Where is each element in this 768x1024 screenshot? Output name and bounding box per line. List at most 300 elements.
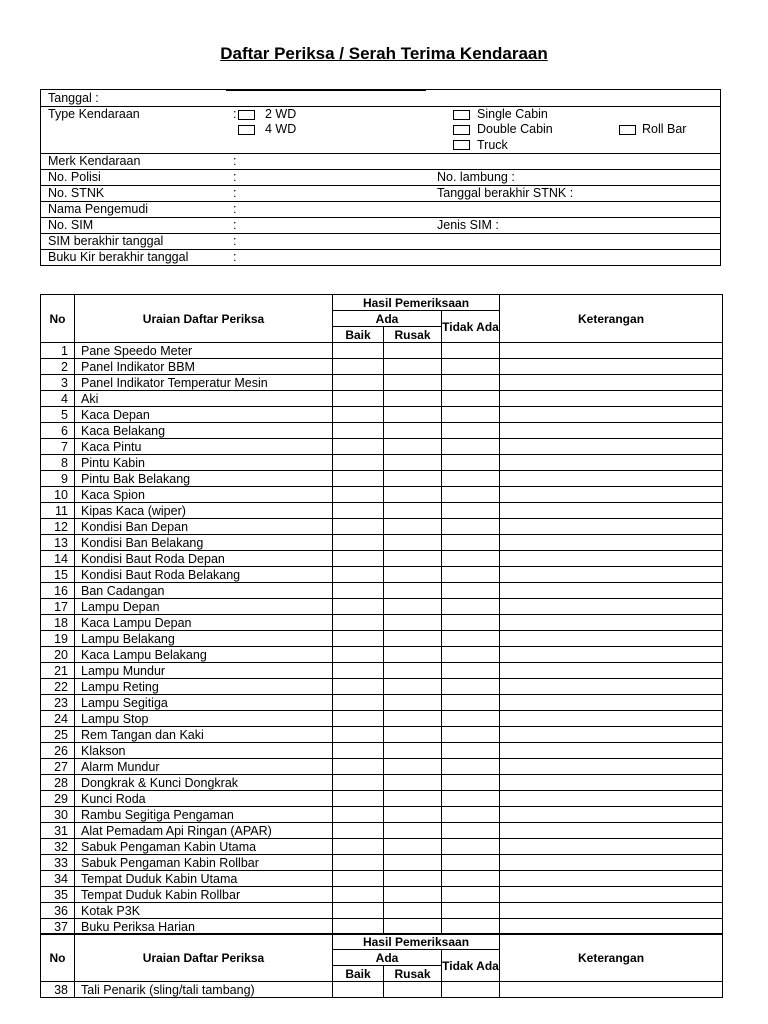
header-tidak-ada: Tidak Ada bbox=[442, 950, 500, 982]
item-number: 8 bbox=[41, 455, 75, 471]
item-number: 1 bbox=[41, 343, 75, 359]
item-number: 21 bbox=[41, 663, 75, 679]
option-truck-label: Truck bbox=[477, 138, 508, 152]
colon: : bbox=[233, 218, 237, 232]
baik-cell[interactable] bbox=[333, 807, 384, 823]
tidak-ada-cell[interactable] bbox=[442, 503, 500, 519]
item-number: 13 bbox=[41, 535, 75, 551]
table-row bbox=[41, 903, 723, 919]
colon: : bbox=[233, 170, 237, 184]
rusak-cell[interactable] bbox=[384, 599, 442, 615]
kir-expiry-label: Buku Kir berakhir tanggal bbox=[48, 250, 189, 264]
rusak-cell[interactable] bbox=[384, 982, 442, 998]
tidak-ada-cell[interactable] bbox=[442, 679, 500, 695]
table-row bbox=[41, 982, 723, 998]
keterangan-cell[interactable] bbox=[500, 391, 723, 407]
rusak-cell[interactable] bbox=[384, 583, 442, 599]
header-tidak-ada: Tidak Ada bbox=[442, 311, 500, 343]
rusak-cell[interactable] bbox=[384, 423, 442, 439]
item-description: Alarm Mundur bbox=[75, 759, 333, 775]
keterangan-cell[interactable] bbox=[500, 439, 723, 455]
tidak-ada-cell[interactable] bbox=[442, 487, 500, 503]
header-hasil: Hasil Pemeriksaan bbox=[333, 295, 500, 311]
item-description: Rambu Segitiga Pengaman bbox=[75, 807, 333, 823]
item-number: 35 bbox=[41, 887, 75, 903]
item-description: Sabuk Pengaman Kabin Rollbar bbox=[75, 855, 333, 871]
table-row bbox=[41, 759, 723, 775]
item-description: Pane Speedo Meter bbox=[75, 343, 333, 359]
item-number: 20 bbox=[41, 647, 75, 663]
item-description: Kaca Pintu bbox=[75, 439, 333, 455]
checkbox-roll-bar[interactable] bbox=[619, 125, 636, 135]
item-description: Lampu Mundur bbox=[75, 663, 333, 679]
keterangan-cell[interactable] bbox=[500, 855, 723, 871]
rusak-cell[interactable] bbox=[384, 503, 442, 519]
colon: : bbox=[233, 250, 237, 264]
keterangan-cell[interactable] bbox=[500, 551, 723, 567]
stnk-expiry-label: Tanggal berakhir STNK : bbox=[437, 186, 574, 200]
keterangan-cell[interactable] bbox=[500, 647, 723, 663]
keterangan-cell[interactable] bbox=[500, 615, 723, 631]
table-row bbox=[41, 823, 723, 839]
keterangan-cell[interactable] bbox=[500, 455, 723, 471]
tidak-ada-cell[interactable] bbox=[442, 599, 500, 615]
table-row bbox=[41, 359, 723, 375]
rusak-cell[interactable] bbox=[384, 343, 442, 359]
tidak-ada-cell[interactable] bbox=[442, 407, 500, 423]
table-row bbox=[41, 807, 723, 823]
baik-cell[interactable] bbox=[333, 599, 384, 615]
item-number: 14 bbox=[41, 551, 75, 567]
rusak-cell[interactable] bbox=[384, 855, 442, 871]
table-row bbox=[41, 647, 723, 663]
baik-cell[interactable] bbox=[333, 535, 384, 551]
baik-cell[interactable] bbox=[333, 583, 384, 599]
merk-label: Merk Kendaraan bbox=[48, 154, 141, 168]
item-number: 6 bbox=[41, 423, 75, 439]
baik-cell[interactable] bbox=[333, 407, 384, 423]
keterangan-cell[interactable] bbox=[500, 487, 723, 503]
baik-cell[interactable] bbox=[333, 791, 384, 807]
keterangan-cell[interactable] bbox=[500, 695, 723, 711]
item-number: 24 bbox=[41, 711, 75, 727]
no-polisi-label: No. Polisi bbox=[48, 170, 101, 184]
tidak-ada-cell[interactable] bbox=[442, 519, 500, 535]
checkbox-2wd[interactable] bbox=[238, 110, 255, 120]
item-number: 37 bbox=[41, 919, 75, 935]
tidak-ada-cell[interactable] bbox=[442, 711, 500, 727]
baik-cell[interactable] bbox=[333, 615, 384, 631]
keterangan-cell[interactable] bbox=[500, 519, 723, 535]
rusak-cell[interactable] bbox=[384, 359, 442, 375]
keterangan-cell[interactable] bbox=[500, 807, 723, 823]
baik-cell[interactable] bbox=[333, 679, 384, 695]
header-baik: Baik bbox=[333, 327, 384, 343]
colon: : bbox=[233, 154, 237, 168]
table-row bbox=[41, 551, 723, 567]
item-description: Kaca Depan bbox=[75, 407, 333, 423]
table-row bbox=[41, 519, 723, 535]
tidak-ada-cell[interactable] bbox=[442, 791, 500, 807]
baik-cell[interactable] bbox=[333, 823, 384, 839]
table-row bbox=[41, 423, 723, 439]
rusak-cell[interactable] bbox=[384, 391, 442, 407]
item-number: 29 bbox=[41, 791, 75, 807]
item-number: 16 bbox=[41, 583, 75, 599]
rusak-cell[interactable] bbox=[384, 807, 442, 823]
tidak-ada-cell[interactable] bbox=[442, 775, 500, 791]
divider bbox=[41, 185, 720, 186]
header-uraian: Uraian Daftar Periksa bbox=[75, 934, 333, 982]
item-description: Panel Indikator Temperatur Mesin bbox=[75, 375, 333, 391]
no-stnk-label: No. STNK bbox=[48, 186, 105, 200]
keterangan-cell[interactable] bbox=[500, 887, 723, 903]
baik-cell[interactable] bbox=[333, 695, 384, 711]
rusak-cell[interactable] bbox=[384, 775, 442, 791]
item-description: Tempat Duduk Kabin Utama bbox=[75, 871, 333, 887]
tidak-ada-cell[interactable] bbox=[442, 982, 500, 998]
rusak-cell[interactable] bbox=[384, 663, 442, 679]
baik-cell[interactable] bbox=[333, 551, 384, 567]
item-description: Kondisi Baut Roda Belakang bbox=[75, 567, 333, 583]
item-number: 27 bbox=[41, 759, 75, 775]
item-number: 32 bbox=[41, 839, 75, 855]
item-description: Lampu Segitiga bbox=[75, 695, 333, 711]
tidak-ada-cell[interactable] bbox=[442, 807, 500, 823]
item-number: 4 bbox=[41, 391, 75, 407]
colon: : bbox=[233, 234, 237, 248]
header-keterangan: Keterangan bbox=[500, 934, 723, 982]
tidak-ada-cell[interactable] bbox=[442, 663, 500, 679]
table-row bbox=[41, 839, 723, 855]
table-row bbox=[41, 887, 723, 903]
rusak-cell[interactable] bbox=[384, 407, 442, 423]
option-4wd-label: 4 WD bbox=[265, 122, 297, 136]
rusak-cell[interactable] bbox=[384, 839, 442, 855]
item-description: Lampu Reting bbox=[75, 679, 333, 695]
rusak-cell[interactable] bbox=[384, 471, 442, 487]
no-sim-label: No. SIM bbox=[48, 218, 94, 232]
item-number: 33 bbox=[41, 855, 75, 871]
item-number: 38 bbox=[41, 982, 75, 998]
rusak-cell[interactable] bbox=[384, 519, 442, 535]
rusak-cell[interactable] bbox=[384, 727, 442, 743]
rusak-cell[interactable] bbox=[384, 535, 442, 551]
rusak-cell[interactable] bbox=[384, 711, 442, 727]
item-description: Alat Pemadam Api Ringan (APAR) bbox=[75, 823, 333, 839]
tidak-ada-cell[interactable] bbox=[442, 695, 500, 711]
table-row bbox=[41, 407, 723, 423]
item-description: Pintu Kabin bbox=[75, 455, 333, 471]
tidak-ada-cell[interactable] bbox=[442, 343, 500, 359]
tidak-ada-cell[interactable] bbox=[442, 631, 500, 647]
item-description: Dongkrak & Kunci Dongkrak bbox=[75, 775, 333, 791]
baik-cell[interactable] bbox=[333, 343, 384, 359]
page-title: Daftar Periksa / Serah Terima Kendaraan bbox=[220, 44, 548, 63]
tidak-ada-cell[interactable] bbox=[442, 839, 500, 855]
keterangan-cell[interactable] bbox=[500, 982, 723, 998]
item-description: Kotak P3K bbox=[75, 903, 333, 919]
item-description: Klakson bbox=[75, 743, 333, 759]
table-row bbox=[41, 535, 723, 551]
keterangan-cell[interactable] bbox=[500, 775, 723, 791]
keterangan-cell[interactable] bbox=[500, 599, 723, 615]
header-no: No bbox=[41, 295, 75, 343]
item-description: Tempat Duduk Kabin Rollbar bbox=[75, 887, 333, 903]
item-description: Kondisi Ban Belakang bbox=[75, 535, 333, 551]
item-number: 12 bbox=[41, 519, 75, 535]
nama-pengemudi-label: Nama Pengemudi bbox=[48, 202, 149, 216]
tidak-ada-cell[interactable] bbox=[442, 375, 500, 391]
tidak-ada-cell[interactable] bbox=[442, 743, 500, 759]
item-number: 23 bbox=[41, 695, 75, 711]
divider bbox=[41, 217, 720, 218]
item-description: Pintu Bak Belakang bbox=[75, 471, 333, 487]
keterangan-cell[interactable] bbox=[500, 471, 723, 487]
item-number: 5 bbox=[41, 407, 75, 423]
rusak-cell[interactable] bbox=[384, 679, 442, 695]
keterangan-cell[interactable] bbox=[500, 407, 723, 423]
item-number: 25 bbox=[41, 727, 75, 743]
table-row bbox=[41, 711, 723, 727]
baik-cell[interactable] bbox=[333, 375, 384, 391]
item-number: 9 bbox=[41, 471, 75, 487]
item-number: 19 bbox=[41, 631, 75, 647]
header-ada: Ada bbox=[333, 950, 442, 966]
baik-cell[interactable] bbox=[333, 423, 384, 439]
table-row bbox=[41, 695, 723, 711]
tidak-ada-cell[interactable] bbox=[442, 455, 500, 471]
checkbox-4wd[interactable] bbox=[238, 125, 255, 135]
tidak-ada-cell[interactable] bbox=[442, 647, 500, 663]
rusak-cell[interactable] bbox=[384, 439, 442, 455]
baik-cell[interactable] bbox=[333, 487, 384, 503]
keterangan-cell[interactable] bbox=[500, 583, 723, 599]
keterangan-cell[interactable] bbox=[500, 359, 723, 375]
rusak-cell[interactable] bbox=[384, 791, 442, 807]
tidak-ada-cell[interactable] bbox=[442, 615, 500, 631]
baik-cell[interactable] bbox=[333, 455, 384, 471]
table-row bbox=[41, 727, 723, 743]
table-row bbox=[41, 503, 723, 519]
keterangan-cell[interactable] bbox=[500, 839, 723, 855]
keterangan-cell[interactable] bbox=[500, 823, 723, 839]
keterangan-cell[interactable] bbox=[500, 711, 723, 727]
divider bbox=[226, 90, 426, 91]
baik-cell[interactable] bbox=[333, 391, 384, 407]
colon: : bbox=[233, 107, 237, 121]
item-description: Sabuk Pengaman Kabin Utama bbox=[75, 839, 333, 855]
item-description: Lampu Belakang bbox=[75, 631, 333, 647]
rusak-cell[interactable] bbox=[384, 455, 442, 471]
baik-cell[interactable] bbox=[333, 759, 384, 775]
item-number: 3 bbox=[41, 375, 75, 391]
tidak-ada-cell[interactable] bbox=[442, 471, 500, 487]
rusak-cell[interactable] bbox=[384, 871, 442, 887]
tidak-ada-cell[interactable] bbox=[442, 855, 500, 871]
table-row bbox=[41, 471, 723, 487]
baik-cell[interactable] bbox=[333, 839, 384, 855]
item-number: 17 bbox=[41, 599, 75, 615]
table-row bbox=[41, 375, 723, 391]
type-kendaraan-label: Type Kendaraan bbox=[48, 107, 140, 121]
baik-cell[interactable] bbox=[333, 519, 384, 535]
rusak-cell[interactable] bbox=[384, 615, 442, 631]
table-row bbox=[41, 439, 723, 455]
item-number: 36 bbox=[41, 903, 75, 919]
sim-expiry-label: SIM berakhir tanggal bbox=[48, 234, 164, 248]
table-row bbox=[41, 567, 723, 583]
table-row bbox=[41, 343, 723, 359]
checklist-table-continued bbox=[40, 933, 723, 998]
table-row bbox=[41, 743, 723, 759]
tidak-ada-cell[interactable] bbox=[442, 759, 500, 775]
header-ada: Ada bbox=[333, 311, 442, 327]
item-description: Kaca Lampu Depan bbox=[75, 615, 333, 631]
item-number: 18 bbox=[41, 615, 75, 631]
rusak-cell[interactable] bbox=[384, 887, 442, 903]
keterangan-cell[interactable] bbox=[500, 871, 723, 887]
keterangan-cell[interactable] bbox=[500, 727, 723, 743]
table-row bbox=[41, 487, 723, 503]
jenis-sim-label: Jenis SIM : bbox=[437, 218, 499, 232]
rusak-cell[interactable] bbox=[384, 823, 442, 839]
keterangan-cell[interactable] bbox=[500, 503, 723, 519]
baik-cell[interactable] bbox=[333, 903, 384, 919]
item-number: 28 bbox=[41, 775, 75, 791]
tidak-ada-cell[interactable] bbox=[442, 423, 500, 439]
table-row bbox=[41, 631, 723, 647]
tidak-ada-cell[interactable] bbox=[442, 359, 500, 375]
item-description: Kunci Roda bbox=[75, 791, 333, 807]
colon: : bbox=[233, 186, 237, 200]
vehicle-info-form bbox=[40, 89, 721, 266]
item-number: 31 bbox=[41, 823, 75, 839]
keterangan-cell[interactable] bbox=[500, 743, 723, 759]
option-roll-bar-label: Roll Bar bbox=[642, 122, 687, 136]
item-number: 2 bbox=[41, 359, 75, 375]
table-row bbox=[41, 871, 723, 887]
rusak-cell[interactable] bbox=[384, 567, 442, 583]
rusak-cell[interactable] bbox=[384, 903, 442, 919]
table-row bbox=[41, 775, 723, 791]
option-single-cabin-label: Single Cabin bbox=[477, 107, 548, 121]
item-description: Rem Tangan dan Kaki bbox=[75, 727, 333, 743]
item-description: Lampu Stop bbox=[75, 711, 333, 727]
item-number: 10 bbox=[41, 487, 75, 503]
option-2wd-label: 2 WD bbox=[265, 107, 297, 121]
baik-cell[interactable] bbox=[333, 567, 384, 583]
tidak-ada-cell[interactable] bbox=[442, 871, 500, 887]
item-description: Aki bbox=[75, 391, 333, 407]
keterangan-cell[interactable] bbox=[500, 567, 723, 583]
table-row bbox=[41, 679, 723, 695]
keterangan-cell[interactable] bbox=[500, 535, 723, 551]
keterangan-cell[interactable] bbox=[500, 679, 723, 695]
tidak-ada-cell[interactable] bbox=[442, 903, 500, 919]
tidak-ada-cell[interactable] bbox=[442, 551, 500, 567]
keterangan-cell[interactable] bbox=[500, 423, 723, 439]
item-description: Tali Penarik (sling/tali tambang) bbox=[75, 982, 333, 998]
table-row bbox=[41, 583, 723, 599]
rusak-cell[interactable] bbox=[384, 551, 442, 567]
baik-cell[interactable] bbox=[333, 775, 384, 791]
tidak-ada-cell[interactable] bbox=[442, 535, 500, 551]
baik-cell[interactable] bbox=[333, 439, 384, 455]
tidak-ada-cell[interactable] bbox=[442, 439, 500, 455]
baik-cell[interactable] bbox=[333, 647, 384, 663]
tidak-ada-cell[interactable] bbox=[442, 583, 500, 599]
rusak-cell[interactable] bbox=[384, 487, 442, 503]
table-row bbox=[41, 391, 723, 407]
table-row bbox=[41, 615, 723, 631]
table-row bbox=[41, 663, 723, 679]
keterangan-cell[interactable] bbox=[500, 343, 723, 359]
rusak-cell[interactable] bbox=[384, 759, 442, 775]
baik-cell[interactable] bbox=[333, 503, 384, 519]
baik-cell[interactable] bbox=[333, 711, 384, 727]
tanggal-label: Tanggal : bbox=[48, 91, 99, 105]
checkbox-double-cabin[interactable] bbox=[453, 125, 470, 135]
keterangan-cell[interactable] bbox=[500, 631, 723, 647]
baik-cell[interactable] bbox=[333, 471, 384, 487]
rusak-cell[interactable] bbox=[384, 695, 442, 711]
item-number: 15 bbox=[41, 567, 75, 583]
checkbox-truck[interactable] bbox=[453, 140, 470, 150]
tidak-ada-cell[interactable] bbox=[442, 887, 500, 903]
option-double-cabin-label: Double Cabin bbox=[477, 122, 553, 136]
item-description: Kipas Kaca (wiper) bbox=[75, 503, 333, 519]
baik-cell[interactable] bbox=[333, 663, 384, 679]
item-number: 11 bbox=[41, 503, 75, 519]
baik-cell[interactable] bbox=[333, 982, 384, 998]
item-description: Kaca Lampu Belakang bbox=[75, 647, 333, 663]
header-hasil: Hasil Pemeriksaan bbox=[333, 934, 500, 950]
baik-cell[interactable] bbox=[333, 871, 384, 887]
header-no: No bbox=[41, 934, 75, 982]
checkbox-single-cabin[interactable] bbox=[453, 110, 470, 120]
keterangan-cell[interactable] bbox=[500, 375, 723, 391]
item-description: Lampu Depan bbox=[75, 599, 333, 615]
rusak-cell[interactable] bbox=[384, 743, 442, 759]
item-number: 22 bbox=[41, 679, 75, 695]
baik-cell[interactable] bbox=[333, 359, 384, 375]
tidak-ada-cell[interactable] bbox=[442, 567, 500, 583]
baik-cell[interactable] bbox=[333, 631, 384, 647]
baik-cell[interactable] bbox=[333, 727, 384, 743]
rusak-cell[interactable] bbox=[384, 375, 442, 391]
baik-cell[interactable] bbox=[333, 855, 384, 871]
keterangan-cell[interactable] bbox=[500, 759, 723, 775]
tidak-ada-cell[interactable] bbox=[442, 823, 500, 839]
baik-cell[interactable] bbox=[333, 743, 384, 759]
tidak-ada-cell[interactable] bbox=[442, 391, 500, 407]
tidak-ada-cell[interactable] bbox=[442, 727, 500, 743]
rusak-cell[interactable] bbox=[384, 631, 442, 647]
header-rusak: Rusak bbox=[384, 327, 442, 343]
header-keterangan: Keterangan bbox=[500, 295, 723, 343]
baik-cell[interactable] bbox=[333, 887, 384, 903]
divider bbox=[41, 153, 720, 154]
keterangan-cell[interactable] bbox=[500, 903, 723, 919]
item-description: Kondisi Ban Depan bbox=[75, 519, 333, 535]
item-number: 7 bbox=[41, 439, 75, 455]
rusak-cell[interactable] bbox=[384, 647, 442, 663]
keterangan-cell[interactable] bbox=[500, 791, 723, 807]
table-row bbox=[41, 599, 723, 615]
keterangan-cell[interactable] bbox=[500, 663, 723, 679]
item-description: Panel Indikator BBM bbox=[75, 359, 333, 375]
